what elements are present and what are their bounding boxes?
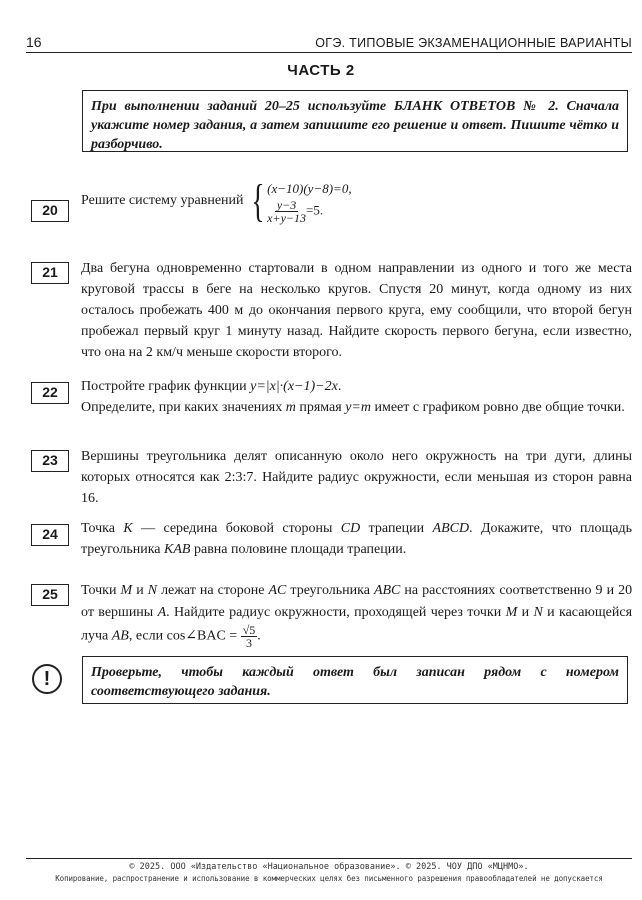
line1-prefix: Постройте график функции	[81, 379, 247, 394]
task-text	[81, 518, 632, 560]
task-text: Вершины треугольника делят описанную около него окружность на три дуги, длины которых относятся как 2:3:7. Найдите радиус окружности, если меньшая из сторон равна 16.	[81, 449, 632, 506]
equation-2	[267, 199, 351, 224]
text-a: Точка	[81, 521, 115, 536]
text-end: .	[257, 628, 261, 644]
point-n: N	[533, 605, 543, 620]
line2-b: прямая	[299, 400, 342, 415]
text-f: и касающейся луча	[81, 605, 633, 644]
text-e: равна половине площади трапеции.	[193, 542, 407, 557]
task-number: 23	[31, 450, 69, 472]
text-d: . Докажите, что площадь треугольника	[81, 521, 633, 557]
task-text	[81, 580, 632, 649]
equation-system	[247, 175, 352, 226]
task-21	[26, 258, 632, 368]
task-number: 25	[31, 584, 69, 606]
task-text	[81, 376, 632, 418]
point-m: M	[505, 605, 518, 620]
conj: и	[521, 605, 530, 620]
side-cd: CD	[340, 521, 361, 536]
brace-symbol: {	[251, 175, 265, 226]
side-ac: AC	[268, 583, 287, 598]
equation-2-tail: =5.	[306, 202, 324, 218]
text-b: — середина боковой стороны	[141, 521, 333, 536]
conj: и	[136, 583, 144, 598]
page-number: 16	[26, 34, 42, 50]
fraction-numerator: y−3	[276, 198, 297, 212]
ray-ab: AB	[111, 628, 129, 644]
copyright-line: © 2025. ООО «Издательство «Национальное образование». © 2025. ЧОУ ДПО «МЦНМО».	[129, 862, 529, 872]
equation-1: (x−10)(y−8)=0,	[267, 181, 352, 196]
point-m: M	[120, 583, 133, 598]
parameter-m: m	[285, 400, 296, 415]
cos-fraction	[241, 624, 258, 649]
function-formula: y=|x|·(x−1)−2x	[250, 379, 338, 394]
page-header	[26, 32, 632, 53]
part-title: ЧАСТЬ 2	[287, 62, 355, 79]
trapezoid-abcd: ABCD	[432, 521, 470, 536]
fraction	[267, 199, 306, 224]
task-intro: Решите систему уравнений	[81, 193, 244, 209]
fraction-denominator: x+y−13	[267, 211, 306, 225]
task-number: 20	[31, 200, 69, 222]
task-22	[26, 376, 632, 442]
task-number: 24	[31, 524, 69, 546]
task-text	[81, 175, 632, 226]
task-24	[26, 518, 632, 564]
point-n: N	[147, 583, 158, 598]
task-20	[26, 175, 632, 234]
text-d: на расстояниях соответственно 9 и 20 от вершины	[81, 583, 633, 620]
line2-a: Определите, при каких значениях	[81, 400, 283, 415]
copyright-notice: Копирование, распространение и использование в коммерческих целях без письменного разрешения правообладателей не допускается	[55, 874, 603, 883]
text-g: , если	[128, 628, 164, 644]
text-c: треугольника	[290, 583, 370, 598]
instructions-box: При выполнении заданий 20–25 используйте БЛАНК ОТВЕТОВ № 2. Сначала укажите номер задания, а затем запишите его решение и ответ. Пишите чётко и разборчиво.	[82, 90, 628, 152]
point-k: K	[123, 521, 133, 536]
task-text: Два бегуна одновременно стартовали в одном направлении из одного и того же места круговой трассы в беге на несколько кругов. Спустя 20 минут, когда одному из них осталось пробежать 400 м до окончания первого круга, ему сообщили, что второй бегун пробежал первый круг 1 минуту назад. Найдите скорость первого бегуна, если известно, что она на 2 км/ч меньше скорости второго.	[81, 261, 632, 360]
text-e: . Найдите радиус окружности, проходящей через точки	[166, 605, 502, 620]
header-title: ОГЭ. ТИПОВЫЕ ЭКЗАМЕНАЦИОННЫЕ ВАРИАНТЫ	[315, 36, 632, 50]
task-23	[26, 446, 632, 512]
line-equation: y=m	[345, 400, 371, 415]
task-number: 21	[31, 262, 69, 284]
text-b: лежат на стороне	[161, 583, 265, 598]
warning-box: Проверьте, чтобы каждый ответ был записан рядом с номером соответствующего задания.	[82, 656, 628, 704]
cos-expression: cos∠BAC =	[166, 628, 238, 644]
triangle-kab: KAB	[164, 542, 191, 557]
fraction-numerator: √5	[242, 623, 256, 637]
exclamation-icon: !	[32, 664, 62, 694]
task-number: 22	[31, 382, 69, 404]
system-lines	[267, 178, 351, 224]
triangle-abc: ABC	[373, 583, 401, 598]
task-25	[26, 580, 633, 650]
text-a: Точки	[81, 583, 117, 598]
page-footer	[26, 858, 632, 884]
text-c: трапеции	[368, 521, 425, 536]
line1-suffix: .	[337, 379, 342, 394]
fraction-denominator: 3	[246, 636, 252, 650]
line2-c: имеет с графиком ровно две общие точки.	[374, 400, 625, 415]
vertex-a: A	[157, 605, 167, 620]
